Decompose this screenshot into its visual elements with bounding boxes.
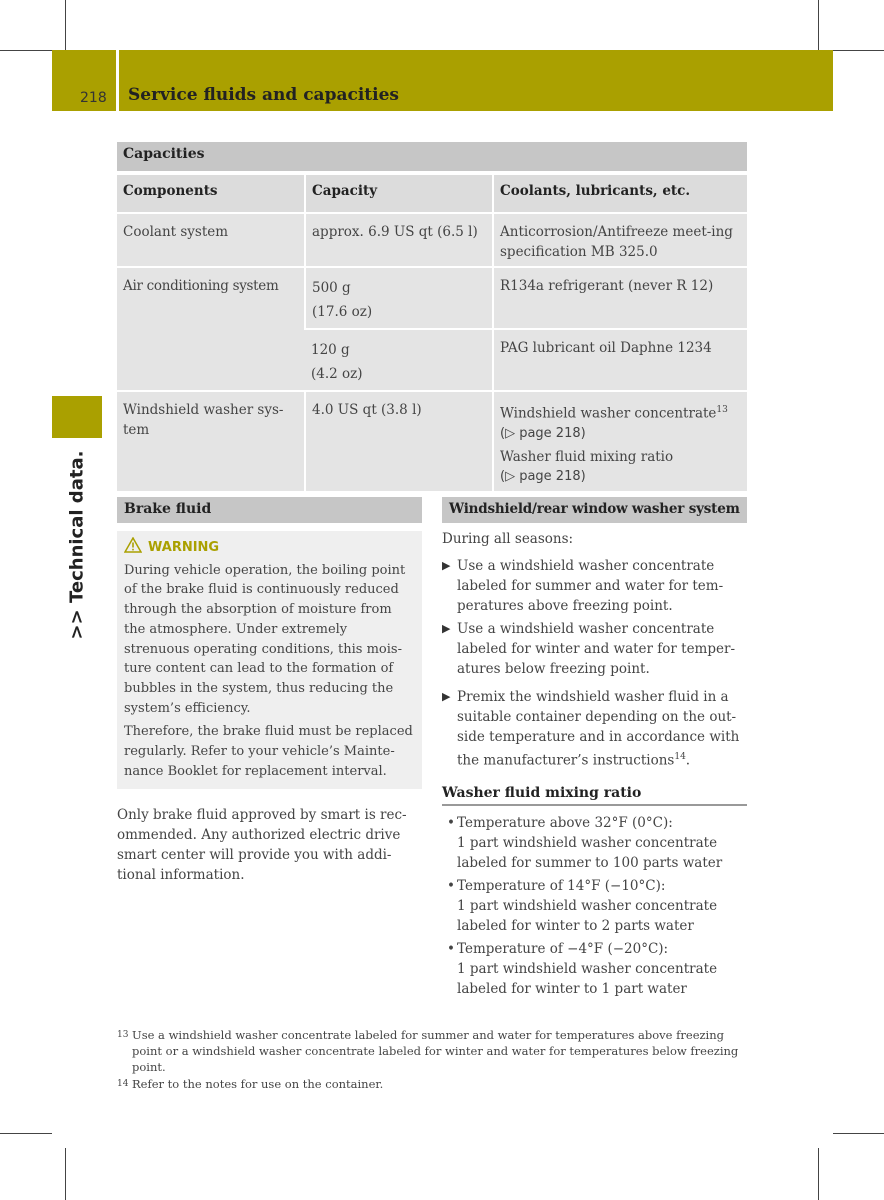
cell-component: Air conditioning system <box>117 267 305 391</box>
cell-component: Coolant system <box>117 213 305 267</box>
warning-text: Therefore, the brake fluid must be replaced regularly. Refer to your vehicle’s Mainte-nance Booklet for replacement interval. <box>124 724 413 779</box>
ratio-line: 1 part windshield washer concentrate <box>457 897 718 914</box>
list-item <box>442 813 747 873</box>
coolant-line: Windshield washer concentrate <box>500 405 717 422</box>
coolant-line: Washer fluid mixing ratio <box>500 448 674 465</box>
page-ref[interactable]: (▷ page 218) <box>500 425 586 441</box>
list-item <box>442 619 747 679</box>
arrow-right-icon: ▶ <box>442 559 451 572</box>
crop-mark <box>0 50 52 51</box>
header-coolants: Coolants, lubricants, etc. <box>493 173 747 213</box>
washer-section <box>442 497 747 999</box>
footnote-ref: 14 <box>674 752 686 762</box>
page-ref[interactable]: (▷ page 218) <box>500 468 586 484</box>
cell-capacity: approx. 6.9 US qt (6.5 l) <box>305 213 493 267</box>
step-text: Use a windshield washer concentrate labeled for winter and water for temper-atures below freezing point. <box>457 621 736 677</box>
warning-text: During vehicle operation, the boiling point of the brake fluid is continuously reduced through the absorption of moisture from the atmosphere. Under extremely strenuous operating conditions, this mois-ture content can lead to the formation of bubbles in the system, thus reducing the system’s efficiency. <box>124 562 406 716</box>
list-item <box>442 556 747 616</box>
section-tab <box>52 396 102 438</box>
section-label: >> Technical data. <box>66 450 88 640</box>
bullet-dot-icon: • <box>447 877 455 894</box>
crop-mark <box>65 0 66 50</box>
component-line: tem <box>123 422 150 438</box>
page-number: 218 <box>80 90 107 106</box>
bullet-dot-icon: • <box>447 814 455 831</box>
capacity-value-alt: (4.2 oz) <box>311 366 363 382</box>
header-capacity: Capacity <box>305 173 493 213</box>
crop-mark <box>65 1148 66 1200</box>
cell-coolant: Anticorrosion/Antifreeze meet-ing specification MB 325.0 <box>493 213 747 267</box>
footnote-ref: 13 <box>716 405 728 415</box>
body-paragraph: Only brake fluid approved by smart is rec-ommended. Any authorized electric drive smart center will provide you with addi-tional information. <box>117 807 407 884</box>
warning-triangle-icon <box>124 537 142 553</box>
brake-fluid-section <box>117 497 422 885</box>
crop-mark <box>833 50 884 51</box>
section-heading: Brake fluid <box>117 497 422 523</box>
subsection-heading: Washer fluid mixing ratio <box>442 785 747 806</box>
temperature-label: Temperature above 32°F (0°C): <box>457 814 673 831</box>
table-row <box>117 391 747 491</box>
instruction-list <box>442 556 747 771</box>
footnote-text: Use a windshield washer concentrate labeled for summer and water for temperatures above freezing point or a windshield washer concentrate labeled for winter and water for temperatures below freezing point. <box>132 1028 739 1074</box>
temperature-label: Temperature of 14°F (−10°C): <box>457 877 666 894</box>
capacities-table <box>117 142 747 491</box>
crop-mark <box>818 1148 819 1200</box>
footnote <box>117 1027 752 1075</box>
crop-mark <box>0 1133 52 1134</box>
section-heading: Windshield/rear window washer system <box>442 497 747 523</box>
arrow-right-icon: ▶ <box>442 622 451 635</box>
warning-box <box>117 531 422 789</box>
table-row <box>117 213 747 267</box>
table-title: Capacities <box>117 142 747 173</box>
step-text: Use a windshield washer concentrate labeled for summer and water for tem-peratures above freezing point. <box>457 558 724 614</box>
capacity-value: 500 g <box>312 280 351 296</box>
arrow-right-icon: ▶ <box>442 690 451 703</box>
step-text: Premix the windshield washer fluid in a suitable container depending on the out-side temperature and in accordance with the manufacturer’s instructions <box>457 689 740 769</box>
ratio-line: labeled for summer to 100 parts water <box>457 854 723 871</box>
ratio-line: labeled for winter to 1 part water <box>457 980 687 997</box>
cell-coolant <box>493 391 747 491</box>
crop-mark <box>818 0 819 50</box>
footnote-number: 13 <box>117 1030 129 1040</box>
mix-ratio-list <box>442 813 747 999</box>
bullet-dot-icon: • <box>447 940 455 957</box>
cell-component <box>117 391 305 491</box>
list-item <box>442 876 747 936</box>
footnotes <box>117 1027 752 1092</box>
list-item <box>442 687 747 771</box>
footnote-number: 14 <box>117 1079 129 1089</box>
ratio-line: 1 part windshield washer concentrate <box>457 960 718 977</box>
header-components: Components <box>117 173 305 213</box>
ratio-line: 1 part windshield washer concentrate <box>457 834 718 851</box>
table-header-row <box>117 173 747 213</box>
cell-capacity <box>305 267 493 329</box>
page-title: Service fluids and capacities <box>128 85 399 105</box>
crop-mark <box>833 1133 884 1134</box>
capacity-value: 120 g <box>311 342 350 358</box>
capacity-value-alt: (17.6 oz) <box>312 304 373 320</box>
cell-capacity: 4.0 US qt (3.8 l) <box>305 391 493 491</box>
intro-text: During all seasons: <box>442 531 574 547</box>
cell-capacity <box>305 329 493 391</box>
table-row <box>117 267 747 329</box>
header-divider <box>116 50 119 111</box>
component-line: Windshield washer sys- <box>123 402 284 418</box>
cell-coolant: R134a refrigerant (never R 12) <box>493 267 747 329</box>
cell-coolant: PAG lubricant oil Daphne 1234 <box>493 329 747 391</box>
step-text-end: . <box>685 752 691 769</box>
temperature-label: Temperature of −4°F (−20°C): <box>457 940 669 957</box>
list-item <box>442 939 747 999</box>
footnote-text: Refer to the notes for use on the container. <box>132 1077 384 1091</box>
warning-title: WARNING <box>148 540 220 555</box>
ratio-line: labeled for winter to 2 parts water <box>457 917 694 934</box>
footnote <box>117 1076 752 1092</box>
